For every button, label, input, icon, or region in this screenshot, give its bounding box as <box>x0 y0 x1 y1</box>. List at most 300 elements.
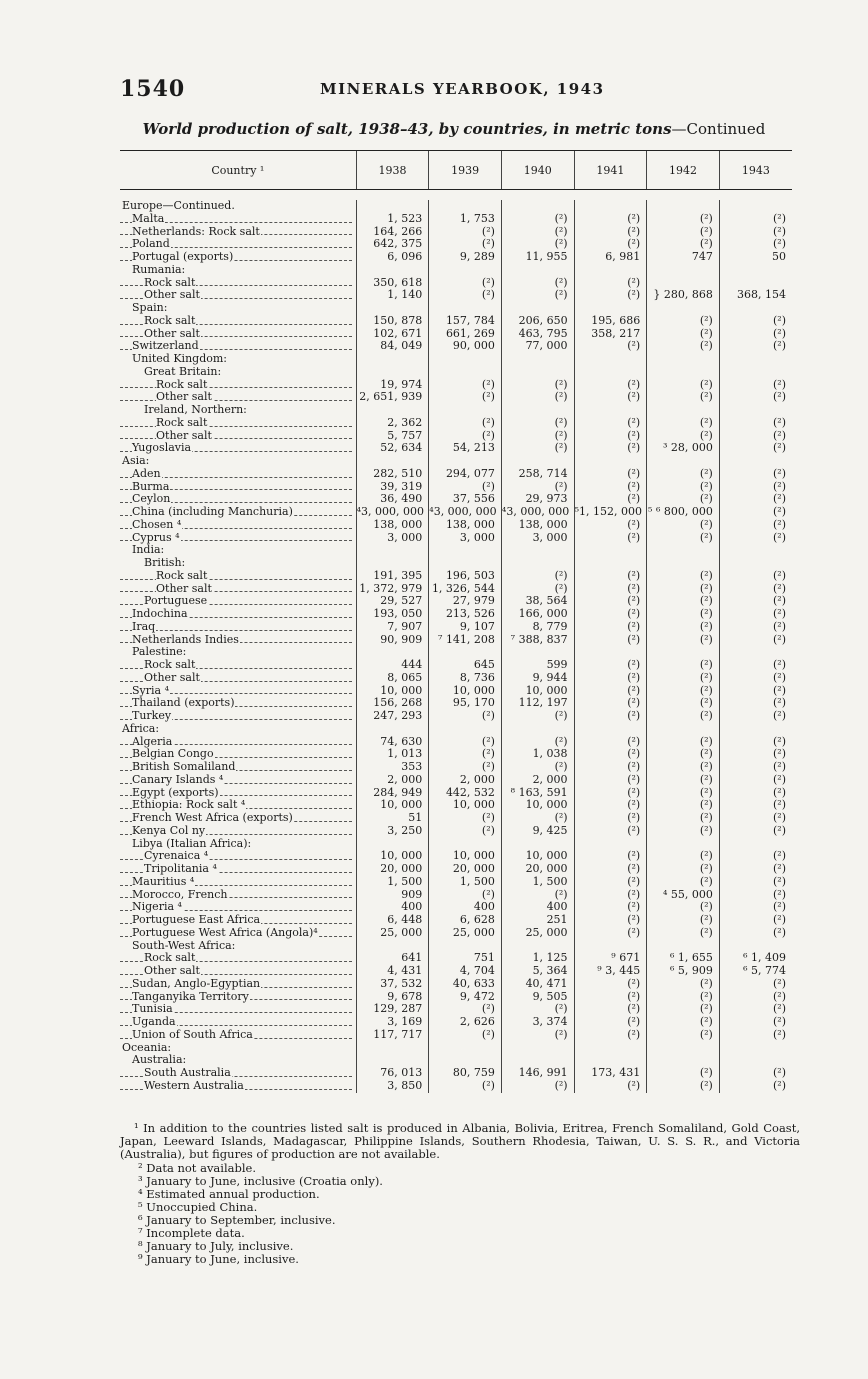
value-cell-1942: (²) <box>647 608 720 621</box>
country-cell <box>120 799 356 812</box>
table-row <box>120 570 792 583</box>
table-row <box>120 634 792 647</box>
value-cell-1938: 37, 532 <box>356 978 429 991</box>
table-row <box>120 685 792 698</box>
value-cell-1938: 3, 169 <box>356 1016 429 1029</box>
country-cell <box>120 302 356 315</box>
value-cell-1941: (²) <box>574 583 647 596</box>
value-cell-1943: (²) <box>719 391 792 404</box>
country-cell <box>120 736 356 749</box>
value-cell-1943: (²) <box>719 608 792 621</box>
value-cell-1943: (²) <box>719 1029 792 1042</box>
table-header-row <box>120 151 792 190</box>
country-cell <box>120 685 356 698</box>
value-cell-1938: 76, 013 <box>356 1067 429 1080</box>
salt-production-table <box>120 150 792 1093</box>
value-cell-1943: (²) <box>719 468 792 481</box>
value-cell-1941: (²) <box>574 238 647 251</box>
value-cell-1941: (²) <box>574 213 647 226</box>
column-header-1941: 1941 <box>574 151 647 190</box>
value-cell-1941: (²) <box>574 519 647 532</box>
value-cell-1938: 84, 049 <box>356 340 429 353</box>
table-row <box>120 519 792 532</box>
value-cell-1939: 4, 704 <box>429 965 502 978</box>
value-cell-1942: (²) <box>647 621 720 634</box>
value-cell-1938: 1, 372, 979 <box>356 583 429 596</box>
value-cell-1938: 10, 000 <box>356 799 429 812</box>
value-cell-1942: (²) <box>647 226 720 239</box>
country-cell <box>120 340 356 353</box>
value-cell-1943 <box>719 366 792 379</box>
footnote-item: ⁴ Estimated annual production. <box>138 1187 320 1201</box>
value-cell-1942 <box>647 277 720 290</box>
country-label: British Somaliland <box>132 761 236 773</box>
value-cell-1939: (²) <box>429 761 502 774</box>
value-cell-1940: (²) <box>501 710 574 723</box>
table-row <box>120 787 792 800</box>
value-cell-1939 <box>429 1054 502 1067</box>
value-cell-1941: ⁹ 671 <box>574 952 647 965</box>
value-cell-1941: (²) <box>574 468 647 481</box>
value-cell-1938: 284, 949 <box>356 787 429 800</box>
value-cell-1942 <box>647 264 720 277</box>
country-label: Portuguese West Africa (Angola)⁴ <box>132 926 318 939</box>
value-cell-1942 <box>647 200 720 213</box>
value-cell-1943: (²) <box>719 825 792 838</box>
value-cell-1938: 5, 757 <box>356 430 429 443</box>
country-label: Ceylon <box>132 493 171 506</box>
value-cell-1942: (²) <box>647 430 720 443</box>
country-label: Rumania: <box>132 263 186 276</box>
value-cell-1943 <box>719 353 792 366</box>
country-cell <box>120 850 356 863</box>
value-cell-1940: ⁷ 388, 837 <box>501 634 574 647</box>
value-cell-1938: 2, 362 <box>356 417 429 430</box>
country-label: Asia: <box>122 455 150 467</box>
table-row <box>120 340 792 353</box>
value-cell-1941: (²) <box>574 1080 647 1093</box>
value-cell-1939: (²) <box>429 1080 502 1093</box>
value-cell-1942 <box>647 723 720 736</box>
value-cell-1939: (²) <box>429 1003 502 1016</box>
value-cell-1942: (²) <box>647 1003 720 1016</box>
value-cell-1939 <box>429 646 502 659</box>
value-cell-1938 <box>356 302 429 315</box>
value-cell-1941: (²) <box>574 226 647 239</box>
value-cell-1939: 10, 000 <box>429 850 502 863</box>
value-cell-1942: (²) <box>647 570 720 583</box>
value-cell-1939: 442, 532 <box>429 787 502 800</box>
table-row <box>120 251 792 264</box>
value-cell-1942 <box>647 646 720 659</box>
value-cell-1943 <box>719 544 792 557</box>
value-cell-1940: (²) <box>501 481 574 494</box>
value-cell-1938: 138, 000 <box>356 519 429 532</box>
value-cell-1941: (²) <box>574 1029 647 1042</box>
footnote-item: ⁷ Incomplete data. <box>138 1226 245 1240</box>
value-cell-1942: (²) <box>647 315 720 328</box>
value-cell-1941: (²) <box>574 761 647 774</box>
country-label: Other salt <box>144 289 200 302</box>
value-cell-1939: 8, 736 <box>429 672 502 685</box>
value-cell-1940: 1, 125 <box>501 952 574 965</box>
value-cell-1939 <box>429 940 502 953</box>
value-cell-1939: 40, 633 <box>429 978 502 991</box>
country-cell <box>120 952 356 965</box>
table-row <box>120 557 792 570</box>
country-label: United Kingdom: <box>132 353 228 365</box>
column-header-1940: 1940 <box>501 151 574 190</box>
table-row <box>120 672 792 685</box>
value-cell-1940: (²) <box>501 1080 574 1093</box>
value-cell-1942: (²) <box>647 914 720 927</box>
country-cell <box>120 277 356 290</box>
table-row <box>120 1003 792 1016</box>
value-cell-1943: (²) <box>719 685 792 698</box>
country-label: Portuguese East Africa <box>132 914 261 926</box>
value-cell-1938: 7, 907 <box>356 621 429 634</box>
value-cell-1939: (²) <box>429 889 502 902</box>
value-cell-1943: (²) <box>719 787 792 800</box>
table-row <box>120 455 792 468</box>
table-row <box>120 978 792 991</box>
value-cell-1942 <box>647 544 720 557</box>
value-cell-1938: 641 <box>356 952 429 965</box>
value-cell-1943: (²) <box>719 1016 792 1029</box>
table-row <box>120 748 792 761</box>
value-cell-1939: (²) <box>429 736 502 749</box>
value-cell-1939: 6, 628 <box>429 914 502 927</box>
value-cell-1938: 1, 140 <box>356 289 429 302</box>
value-cell-1940: 1, 038 <box>501 748 574 761</box>
value-cell-1942 <box>647 353 720 366</box>
country-label: Morocco, French <box>132 888 228 901</box>
value-cell-1940: (²) <box>501 226 574 239</box>
value-cell-1943 <box>719 940 792 953</box>
value-cell-1941: (²) <box>574 685 647 698</box>
country-label: Burma <box>132 480 170 493</box>
value-cell-1942: (²) <box>647 379 720 392</box>
country-cell <box>120 901 356 914</box>
column-header-1938: 1938 <box>356 151 429 190</box>
country-label: Nigeria ⁴ <box>132 901 182 914</box>
table-row <box>120 965 792 978</box>
country-cell <box>120 621 356 634</box>
country-cell <box>120 787 356 800</box>
value-cell-1940: (²) <box>501 391 574 404</box>
table-row <box>120 991 792 1004</box>
value-cell-1941: 173, 431 <box>574 1067 647 1080</box>
footnote-item: ⁶ January to September, inclusive. <box>138 1213 336 1227</box>
value-cell-1939: 1, 326, 544 <box>429 583 502 596</box>
value-cell-1938: 3, 850 <box>356 1080 429 1093</box>
value-cell-1943: (²) <box>719 991 792 1004</box>
country-cell <box>120 366 356 379</box>
value-cell-1943: (²) <box>719 774 792 787</box>
value-cell-1941 <box>574 455 647 468</box>
value-cell-1940 <box>501 455 574 468</box>
value-cell-1943: (²) <box>719 901 792 914</box>
value-cell-1941 <box>574 200 647 213</box>
country-label: Other salt <box>144 671 200 684</box>
value-cell-1942: (²) <box>647 991 720 1004</box>
value-cell-1940: 206, 650 <box>501 315 574 328</box>
value-cell-1940 <box>501 264 574 277</box>
value-cell-1941: (²) <box>574 532 647 545</box>
table-row <box>120 863 792 876</box>
value-cell-1941: (²) <box>574 774 647 787</box>
table-row <box>120 417 792 430</box>
value-cell-1939: 10, 000 <box>429 799 502 812</box>
value-cell-1940 <box>501 838 574 851</box>
value-cell-1941: (²) <box>574 889 647 902</box>
value-cell-1940 <box>501 366 574 379</box>
value-cell-1942: ⁶ 1, 655 <box>647 952 720 965</box>
country-label: Tanganyika Territory <box>132 990 249 1003</box>
value-cell-1939 <box>429 455 502 468</box>
value-cell-1938: 150, 878 <box>356 315 429 328</box>
country-label: India: <box>132 544 165 557</box>
table-row <box>120 876 792 889</box>
country-label: Egypt (exports) <box>132 786 219 799</box>
value-cell-1939: 157, 784 <box>429 315 502 328</box>
value-cell-1943: (²) <box>719 595 792 608</box>
value-cell-1938: 156, 268 <box>356 697 429 710</box>
value-cell-1938: 353 <box>356 761 429 774</box>
value-cell-1940: ⁸ 163, 591 <box>501 787 574 800</box>
value-cell-1938: 2, 651, 939 <box>356 391 429 404</box>
value-cell-1942 <box>647 557 720 570</box>
value-cell-1940: (²) <box>501 379 574 392</box>
country-cell <box>120 889 356 902</box>
country-label: Aden <box>132 467 161 480</box>
table-row <box>120 927 792 940</box>
value-cell-1940: ⁴3, 000, 000 <box>501 506 574 519</box>
value-cell-1941: (²) <box>574 825 647 838</box>
value-cell-1943: (²) <box>719 570 792 583</box>
country-cell <box>120 379 356 392</box>
value-cell-1939: 400 <box>429 901 502 914</box>
value-cell-1942 <box>647 838 720 851</box>
country-label: Portuguese <box>144 595 208 608</box>
value-cell-1940: (²) <box>501 417 574 430</box>
value-cell-1938: 52, 634 <box>356 442 429 455</box>
value-cell-1942: (²) <box>647 901 720 914</box>
value-cell-1943: (²) <box>719 442 792 455</box>
country-cell <box>120 1080 356 1093</box>
value-cell-1942: (²) <box>647 799 720 812</box>
value-cell-1940: 10, 000 <box>501 850 574 863</box>
country-label: Tripolitania ⁴ <box>144 863 217 875</box>
country-cell <box>120 557 356 570</box>
value-cell-1942: (²) <box>647 774 720 787</box>
country-cell <box>120 927 356 940</box>
value-cell-1942: (²) <box>647 812 720 825</box>
value-cell-1941: (²) <box>574 493 647 506</box>
country-cell <box>120 991 356 1004</box>
value-cell-1940: 463, 795 <box>501 328 574 341</box>
country-label: Rock salt <box>144 659 196 671</box>
footnote-1: ¹ In addition to the countries listed salt is produced in Albania, Bolivia, Eritrea, French Somaliland, Gold Coast, Japan, Leeward Islands, Madagascar, Philippine Islands, Southern Rhodesia, Taiwan, U. S. S. R., and Victoria (Australia), but figures of production are not available. <box>120 1121 800 1161</box>
table-row <box>120 710 792 723</box>
country-cell <box>120 697 356 710</box>
value-cell-1942 <box>647 404 720 417</box>
table-title <box>120 120 788 138</box>
country-cell <box>120 634 356 647</box>
country-label: South-West Africa: <box>132 939 236 952</box>
value-cell-1943: (²) <box>719 914 792 927</box>
value-cell-1942: (²) <box>647 213 720 226</box>
value-cell-1943 <box>719 200 792 213</box>
country-cell <box>120 264 356 277</box>
country-cell <box>120 468 356 481</box>
footnote-list <box>120 1162 818 1266</box>
table-row <box>120 442 792 455</box>
table-row <box>120 302 792 315</box>
country-cell <box>120 493 356 506</box>
value-cell-1941 <box>574 646 647 659</box>
value-cell-1939: (²) <box>429 238 502 251</box>
value-cell-1940: 138, 000 <box>501 519 574 532</box>
value-cell-1942: (²) <box>647 519 720 532</box>
running-title: MINERALS YEARBOOK, 1943 <box>320 80 605 98</box>
value-cell-1941 <box>574 723 647 736</box>
table-row <box>120 379 792 392</box>
country-cell <box>120 430 356 443</box>
value-cell-1942: (²) <box>647 927 720 940</box>
value-cell-1942: (²) <box>647 634 720 647</box>
table-spacer-row <box>120 190 792 201</box>
value-cell-1938 <box>356 838 429 851</box>
country-label: Rock salt <box>144 314 196 327</box>
value-cell-1942: (²) <box>647 850 720 863</box>
value-cell-1943: (²) <box>719 889 792 902</box>
country-label: Tunisia <box>132 1003 173 1016</box>
table-row <box>120 481 792 494</box>
value-cell-1939: 37, 556 <box>429 493 502 506</box>
country-label: Palestine: <box>132 646 187 659</box>
column-header-country: Country ¹ <box>120 151 356 190</box>
value-cell-1939: (²) <box>429 417 502 430</box>
table-row <box>120 812 792 825</box>
value-cell-1940: 40, 471 <box>501 978 574 991</box>
value-cell-1939 <box>429 723 502 736</box>
value-cell-1941 <box>574 544 647 557</box>
table-row <box>120 238 792 251</box>
footnote-item: ³ January to June, inclusive (Croatia only). <box>138 1174 383 1188</box>
value-cell-1941 <box>574 1042 647 1055</box>
value-cell-1940: (²) <box>501 430 574 443</box>
table-row <box>120 825 792 838</box>
value-cell-1940: (²) <box>501 889 574 902</box>
country-cell <box>120 289 356 302</box>
country-cell <box>120 659 356 672</box>
value-cell-1939: (²) <box>429 748 502 761</box>
value-cell-1939: 1, 500 <box>429 876 502 889</box>
country-cell <box>120 544 356 557</box>
value-cell-1938 <box>356 646 429 659</box>
value-cell-1941 <box>574 940 647 953</box>
value-cell-1943: (²) <box>719 863 792 876</box>
value-cell-1942 <box>647 1042 720 1055</box>
value-cell-1939 <box>429 353 502 366</box>
value-cell-1942: (²) <box>647 391 720 404</box>
value-cell-1940: 258, 714 <box>501 468 574 481</box>
value-cell-1943: (²) <box>719 1003 792 1016</box>
value-cell-1938: 39, 319 <box>356 481 429 494</box>
value-cell-1940: 29, 973 <box>501 493 574 506</box>
table-body <box>120 190 792 1093</box>
value-cell-1940: 112, 197 <box>501 697 574 710</box>
value-cell-1940: 25, 000 <box>501 927 574 940</box>
value-cell-1938: 9, 678 <box>356 991 429 1004</box>
value-cell-1938 <box>356 200 429 213</box>
value-cell-1943: 50 <box>719 251 792 264</box>
value-cell-1939: (²) <box>429 825 502 838</box>
table-row <box>120 608 792 621</box>
table-row <box>120 940 792 953</box>
value-cell-1942: (²) <box>647 481 720 494</box>
value-cell-1939 <box>429 557 502 570</box>
value-cell-1942: (²) <box>647 787 720 800</box>
value-cell-1939 <box>429 544 502 557</box>
country-label: Other salt <box>144 965 200 977</box>
value-cell-1943: (²) <box>719 876 792 889</box>
value-cell-1943: (²) <box>719 812 792 825</box>
country-label: Netherlands: Rock salt <box>132 225 260 238</box>
value-cell-1938: 444 <box>356 659 429 672</box>
value-cell-1943: (²) <box>719 978 792 991</box>
value-cell-1943: (²) <box>719 799 792 812</box>
value-cell-1939: (²) <box>429 226 502 239</box>
footnote-item: ⁹ January to June, inclusive. <box>138 1252 299 1266</box>
value-cell-1941: (²) <box>574 659 647 672</box>
value-cell-1941: (²) <box>574 876 647 889</box>
value-cell-1940: 5, 364 <box>501 965 574 978</box>
value-cell-1939: 645 <box>429 659 502 672</box>
table-row <box>120 468 792 481</box>
value-cell-1941: 195, 686 <box>574 315 647 328</box>
table-row <box>120 532 792 545</box>
value-cell-1939 <box>429 838 502 851</box>
value-cell-1938: 36, 490 <box>356 493 429 506</box>
value-cell-1941: (²) <box>574 748 647 761</box>
country-cell <box>120 774 356 787</box>
value-cell-1938: 164, 266 <box>356 226 429 239</box>
value-cell-1938 <box>356 557 429 570</box>
value-cell-1938: 8, 065 <box>356 672 429 685</box>
value-cell-1939 <box>429 302 502 315</box>
value-cell-1941: (²) <box>574 710 647 723</box>
country-cell <box>120 672 356 685</box>
value-cell-1942: (²) <box>647 238 720 251</box>
value-cell-1941: (²) <box>574 340 647 353</box>
country-label: Iraq <box>132 620 156 633</box>
country-cell <box>120 455 356 468</box>
value-cell-1939: 90, 000 <box>429 340 502 353</box>
value-cell-1939 <box>429 366 502 379</box>
country-cell <box>120 200 356 213</box>
value-cell-1943: (²) <box>719 213 792 226</box>
table-title-main: World production of salt, 1938–43, by countries, in metric tons <box>142 120 672 138</box>
country-label: Sudan, Anglo-Egyptian <box>132 977 261 990</box>
value-cell-1943: (²) <box>719 697 792 710</box>
country-label: Africa: <box>122 722 160 735</box>
value-cell-1943 <box>719 723 792 736</box>
footnote-item: ² Data not available. <box>138 1161 257 1175</box>
country-label: Canary Islands ⁴ <box>132 773 224 786</box>
value-cell-1942: (²) <box>647 328 720 341</box>
